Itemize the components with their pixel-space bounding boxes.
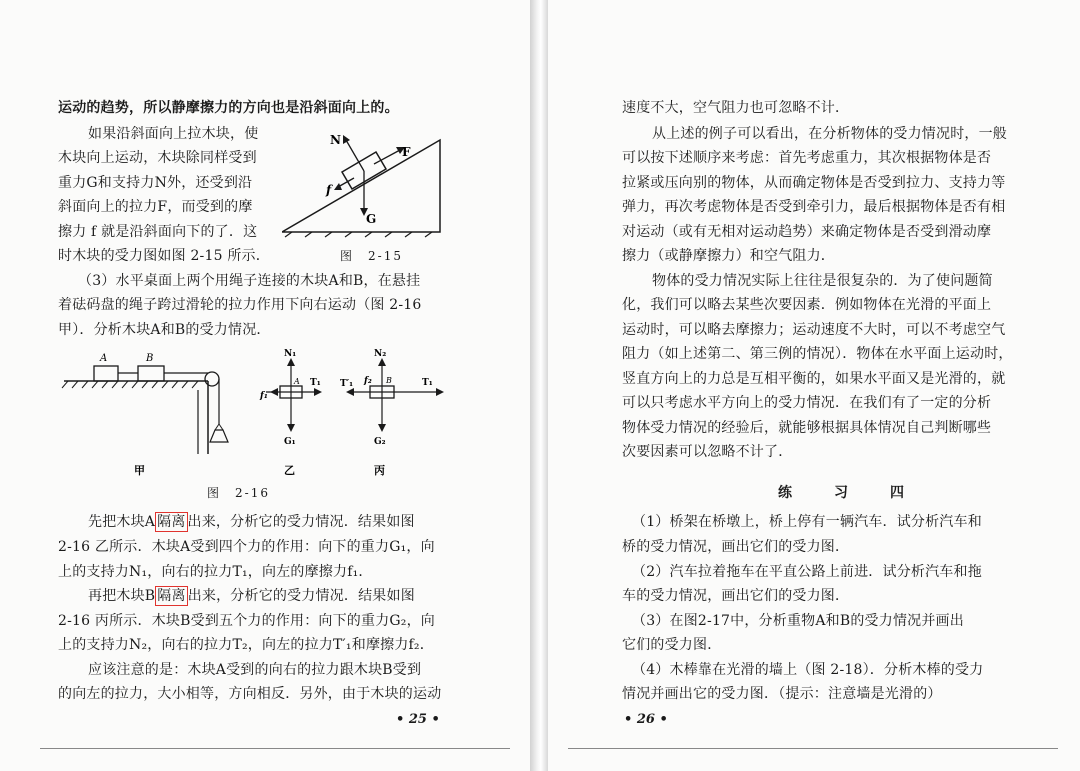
label-G2: G₂	[374, 437, 386, 447]
label-G: G	[366, 212, 377, 226]
text-line: 次要因素可以忽略不计了．	[622, 444, 793, 460]
label-B: B	[146, 353, 154, 364]
text-line: 从上述的例子可以看出，在分析物体的受力情况时，一般	[652, 126, 1007, 142]
text-line-with-highlight	[88, 586, 415, 606]
text-line: 甲）．分析木块A和B的受力情况．	[58, 322, 271, 338]
text-fragment: 先把木块A	[88, 514, 156, 530]
text-line: 时木块的受力图如图 2-15 所示．	[58, 248, 270, 264]
exercise-line: 桥的受力情况，画出它们的受力图．	[622, 539, 850, 555]
page-edge-rule	[40, 748, 510, 749]
text-line: （3）水平桌面上两个用绳子连接的木块A和B，在悬挂	[78, 273, 421, 289]
text-line: 应该注意的是：木块A受到的向右的拉力跟木块B受到	[88, 662, 422, 678]
label-f1: f₁	[260, 391, 268, 401]
text-line: 斜面向上的拉力F，而受到的摩	[58, 199, 253, 215]
exercise-line: （3）在图2-17中，分析重物A和B的受力情况并画出	[632, 613, 964, 629]
text-line: 擦力（或静摩擦力）和空气阻力．	[622, 248, 835, 264]
text-line: 物体的受力情况实际上往往是很复杂的．为了使问题简	[652, 273, 993, 289]
book-gutter	[530, 0, 548, 771]
label-G1: G₁	[284, 437, 296, 447]
text-line: 拉紧或压向别的物体，从而确定物体是否受到拉力、支持力等	[622, 175, 1006, 191]
text-line: 弹力，再次考虑物体是否受到牵引力，最后根据物体是否有相	[622, 199, 1006, 215]
label-A-small: A	[294, 377, 300, 386]
page-edge-rule	[568, 748, 1058, 749]
label-A: A	[100, 353, 108, 364]
text-line: 重力G和支持力N外，还受到沿	[58, 175, 253, 191]
exercise-line: （1）桥架在桥墩上，桥上停有一辆汽车．试分析汽车和	[632, 514, 982, 530]
page-number-right: • 26 •	[624, 712, 668, 727]
text-line: 2-16 丙所示．木块B受到五个力的作用：向下的重力G₂，向	[58, 613, 435, 629]
highlight-box: 隔离	[157, 514, 186, 530]
label-N: N	[330, 133, 341, 147]
figure-2-16-caption: 图 2-16	[207, 486, 270, 500]
exercise-line: 它们的受力图．	[622, 637, 722, 653]
figure-2-15-incline	[282, 126, 446, 238]
left-page	[0, 0, 530, 771]
label-T1-prime: T′₁	[340, 379, 354, 389]
text-line: 可以按下述顺序来考虑：首先考虑重力，其次根据物体是否	[622, 150, 992, 166]
label-f2: f₂	[364, 376, 372, 386]
exercise-line: （4）木棒靠在光滑的墙上（图 2-18）．分析木棒的受力	[632, 662, 984, 678]
text-line: 竖直方向上的力总是互相平衡的，如果水平面又是光滑的，就	[622, 371, 1006, 387]
text-line: 上的支持力N₂，向右的拉力T₂，向左的拉力T′₁和摩擦力f₂．	[58, 637, 434, 653]
text-line: 物体受力情况的经验后，就能够根据具体情况自己判断哪些	[622, 420, 992, 436]
text-line: 木块向上运动，木块除同样受到	[58, 150, 257, 166]
exercise-section-title: 练 习 四	[778, 485, 918, 501]
text-line: 的向左的拉力，大小相等，方向相反．另外，由于木块的运动	[58, 686, 442, 702]
subcaption-bing: 丙	[374, 464, 385, 477]
text-line: 运动的趋势，所以静摩擦力的方向也是沿斜面向上的。	[58, 100, 399, 116]
figure-2-15-caption: 图 2-15	[340, 249, 403, 263]
text-line: 擦力 f 就是沿斜面向下的了．这	[58, 224, 258, 240]
text-line: 阻力（如上述第二、第三例的情况）．物体在水平面上运动时，	[622, 346, 1013, 362]
text-fragment: 出来，分析它的受力情况．结果如图	[187, 588, 415, 604]
exercise-line: 情况并画出它的受力图．（提示：注意墙是光滑的）	[622, 686, 942, 702]
text-line: 着砝码盘的绳子跨过滑轮的拉力作用下向右运动（图 2-16	[58, 297, 422, 313]
text-line: 运动时，可以略去摩擦力；运动速度不大时，可以不考虑空气	[622, 322, 1006, 338]
label-T1: T₁	[310, 378, 321, 388]
text-line: 化，我们可以略去某些次要因素．例如物体在光滑的平面上	[622, 297, 992, 313]
label-N1: N₁	[284, 349, 297, 359]
text-line: 对运动（或有无相对运动趋势）来确定物体是否受到滑动摩	[622, 224, 992, 240]
text-line: 可以只考虑水平方向上的受力情况．在我们有了一定的分析	[622, 395, 992, 411]
highlight-box: 隔离	[157, 588, 186, 604]
text-fragment: 出来，分析它的受力情况．结果如图	[187, 514, 415, 530]
text-line: 上的支持力N₁，向右的拉力T₁，向左的摩擦力f₁．	[58, 564, 373, 580]
text-line: 2-16 乙所示．木块A受到四个力的作用：向下的重力G₁，向	[58, 539, 435, 555]
text-fragment: 再把木块B	[88, 588, 156, 604]
figure-2-16-blocks	[58, 346, 450, 482]
label-T2: T₁	[422, 378, 433, 388]
label-f: f	[326, 183, 332, 197]
page-number-left: • 25 •	[396, 712, 440, 727]
right-page	[548, 0, 1080, 771]
subcaption-jia: 甲	[134, 464, 145, 477]
text-line: 如果沿斜面向上拉木块，使	[88, 126, 259, 142]
label-B-small: B	[386, 376, 392, 385]
text-line-with-highlight	[88, 512, 415, 532]
exercise-line: （2）汽车拉着拖车在平直公路上前进．试分析汽车和拖	[632, 564, 982, 580]
subcaption-yi: 乙	[284, 464, 295, 477]
text-line: 速度不大，空气阻力也可忽略不计．	[622, 100, 850, 116]
label-F: F	[402, 145, 411, 159]
exercise-line: 车的受力情况，画出它们的受力图．	[622, 588, 850, 604]
label-N2: N₂	[374, 349, 387, 359]
